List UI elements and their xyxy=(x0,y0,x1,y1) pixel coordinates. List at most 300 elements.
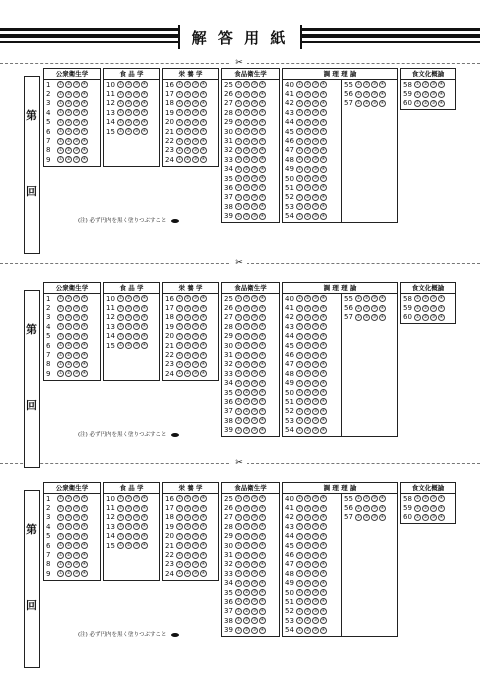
answer-bubble[interactable]: ① xyxy=(177,138,182,144)
answer-bubble[interactable]: ④ xyxy=(260,314,265,320)
answer-bubble[interactable]: ③ xyxy=(313,408,318,414)
answer-bubble[interactable]: ① xyxy=(297,552,302,558)
answer-bubble[interactable]: ① xyxy=(177,514,182,520)
answer-bubble[interactable]: ① xyxy=(236,194,241,200)
answer-bubble[interactable]: ③ xyxy=(313,296,318,302)
answer-bubble[interactable]: ③ xyxy=(313,505,318,511)
answer-bubble[interactable]: ④ xyxy=(82,305,87,311)
answer-bubble[interactable]: ③ xyxy=(431,496,436,502)
answer-bubble[interactable]: ④ xyxy=(380,100,385,106)
answer-bubble[interactable]: ② xyxy=(244,352,249,358)
answer-bubble[interactable]: ④ xyxy=(260,100,265,106)
answer-bubble[interactable]: ① xyxy=(236,204,241,210)
answer-bubble[interactable]: ③ xyxy=(313,185,318,191)
answer-bubble[interactable]: ① xyxy=(58,82,63,88)
answer-bubble[interactable]: ④ xyxy=(439,100,444,106)
answer-bubble[interactable]: ① xyxy=(236,185,241,191)
answer-bubble[interactable]: ② xyxy=(244,166,249,172)
answer-bubble[interactable]: ④ xyxy=(439,514,444,520)
answer-bubble[interactable]: ④ xyxy=(321,390,326,396)
answer-bubble[interactable]: ② xyxy=(66,561,71,567)
answer-bubble[interactable]: ④ xyxy=(321,194,326,200)
answer-bubble[interactable]: ④ xyxy=(260,110,265,116)
answer-bubble[interactable]: ③ xyxy=(193,82,198,88)
answer-bubble[interactable]: ② xyxy=(244,390,249,396)
answer-bubble[interactable]: ③ xyxy=(252,82,257,88)
answer-bubble[interactable]: ① xyxy=(177,82,182,88)
answer-bubble[interactable]: ④ xyxy=(82,514,87,520)
answer-bubble[interactable]: ① xyxy=(236,333,241,339)
answer-bubble[interactable]: ④ xyxy=(260,147,265,153)
answer-bubble[interactable]: ② xyxy=(305,314,310,320)
answer-bubble[interactable]: ④ xyxy=(142,333,147,339)
answer-bubble[interactable]: ② xyxy=(244,590,249,596)
answer-bubble[interactable]: ④ xyxy=(439,305,444,311)
answer-bubble[interactable]: ③ xyxy=(252,505,257,511)
answer-bubble[interactable]: ② xyxy=(305,590,310,596)
answer-bubble[interactable]: ④ xyxy=(321,82,326,88)
answer-bubble[interactable]: ② xyxy=(305,213,310,219)
answer-bubble[interactable]: ③ xyxy=(252,324,257,330)
answer-bubble[interactable]: ③ xyxy=(313,194,318,200)
answer-bubble[interactable]: ① xyxy=(415,314,420,320)
answer-bubble[interactable]: ② xyxy=(244,380,249,386)
answer-bubble[interactable]: ① xyxy=(58,514,63,520)
answer-bubble[interactable]: ① xyxy=(297,533,302,539)
answer-bubble[interactable]: ④ xyxy=(260,91,265,97)
answer-bubble[interactable]: ③ xyxy=(134,82,139,88)
answer-bubble[interactable]: ① xyxy=(236,590,241,596)
answer-bubble[interactable]: ④ xyxy=(260,305,265,311)
answer-bubble[interactable]: ② xyxy=(185,91,190,97)
answer-bubble[interactable]: ③ xyxy=(74,333,79,339)
answer-bubble[interactable]: ④ xyxy=(321,204,326,210)
answer-bubble[interactable]: ② xyxy=(244,408,249,414)
answer-bubble[interactable]: ④ xyxy=(201,496,206,502)
answer-bubble[interactable]: ④ xyxy=(201,514,206,520)
answer-bubble[interactable]: ② xyxy=(126,514,131,520)
answer-bubble[interactable]: ④ xyxy=(380,496,385,502)
answer-bubble[interactable]: ② xyxy=(185,496,190,502)
answer-bubble[interactable]: ② xyxy=(305,157,310,163)
answer-bubble[interactable]: ④ xyxy=(321,408,326,414)
answer-bubble[interactable]: ④ xyxy=(321,296,326,302)
answer-bubble[interactable]: ① xyxy=(177,324,182,330)
answer-bubble[interactable]: ② xyxy=(185,296,190,302)
answer-bubble[interactable]: ① xyxy=(297,194,302,200)
answer-bubble[interactable]: ③ xyxy=(74,324,79,330)
answer-bubble[interactable]: ③ xyxy=(193,571,198,577)
answer-bubble[interactable]: ② xyxy=(244,185,249,191)
answer-bubble[interactable]: ④ xyxy=(201,100,206,106)
answer-bubble[interactable]: ④ xyxy=(142,533,147,539)
answer-bubble[interactable]: ④ xyxy=(321,166,326,172)
answer-bubble[interactable]: ④ xyxy=(260,599,265,605)
answer-bubble[interactable]: ④ xyxy=(142,324,147,330)
answer-bubble[interactable]: ④ xyxy=(142,82,147,88)
answer-bubble[interactable]: ② xyxy=(364,314,369,320)
answer-bubble[interactable]: ④ xyxy=(321,305,326,311)
answer-bubble[interactable]: ④ xyxy=(82,533,87,539)
answer-bubble[interactable]: ③ xyxy=(313,590,318,596)
answer-bubble[interactable]: ③ xyxy=(74,361,79,367)
answer-bubble[interactable]: ③ xyxy=(313,147,318,153)
answer-bubble[interactable]: ③ xyxy=(372,496,377,502)
answer-bubble[interactable]: ④ xyxy=(82,343,87,349)
answer-bubble[interactable]: ① xyxy=(177,561,182,567)
answer-bubble[interactable]: ① xyxy=(236,408,241,414)
answer-bubble[interactable]: ④ xyxy=(260,514,265,520)
answer-bubble[interactable]: ② xyxy=(66,324,71,330)
answer-bubble[interactable]: ③ xyxy=(193,352,198,358)
answer-bubble[interactable]: ① xyxy=(58,314,63,320)
answer-bubble[interactable]: ② xyxy=(244,314,249,320)
answer-bubble[interactable]: ② xyxy=(126,524,131,530)
answer-bubble[interactable]: ③ xyxy=(313,371,318,377)
answer-bubble[interactable]: ① xyxy=(177,352,182,358)
answer-bubble[interactable]: ② xyxy=(185,343,190,349)
answer-bubble[interactable]: ① xyxy=(297,505,302,511)
answer-bubble[interactable]: ③ xyxy=(313,418,318,424)
answer-bubble[interactable]: ④ xyxy=(380,314,385,320)
answer-bubble[interactable]: ③ xyxy=(313,543,318,549)
answer-bubble[interactable]: ④ xyxy=(82,371,87,377)
answer-bubble[interactable]: ③ xyxy=(252,418,257,424)
answer-bubble[interactable]: ③ xyxy=(134,305,139,311)
answer-bubble[interactable]: ① xyxy=(236,496,241,502)
answer-bubble[interactable]: ③ xyxy=(372,100,377,106)
answer-bubble[interactable]: ③ xyxy=(193,496,198,502)
answer-bubble[interactable]: ① xyxy=(415,505,420,511)
answer-bubble[interactable]: ④ xyxy=(201,343,206,349)
answer-bubble[interactable]: ② xyxy=(305,505,310,511)
answer-bubble[interactable]: ② xyxy=(185,505,190,511)
answer-bubble[interactable]: ④ xyxy=(321,91,326,97)
answer-bubble[interactable]: ④ xyxy=(201,324,206,330)
answer-bubble[interactable]: ① xyxy=(177,147,182,153)
answer-bubble[interactable]: ① xyxy=(118,496,123,502)
answer-bubble[interactable]: ② xyxy=(423,305,428,311)
answer-bubble[interactable]: ① xyxy=(297,147,302,153)
answer-bubble[interactable]: ① xyxy=(58,147,63,153)
answer-bubble[interactable]: ① xyxy=(58,571,63,577)
answer-bubble[interactable]: ③ xyxy=(74,110,79,116)
answer-bubble[interactable]: ② xyxy=(244,305,249,311)
answer-bubble[interactable]: ② xyxy=(66,571,71,577)
answer-bubble[interactable]: ③ xyxy=(193,514,198,520)
answer-bubble[interactable]: ④ xyxy=(321,580,326,586)
answer-bubble[interactable]: ② xyxy=(126,110,131,116)
answer-bubble[interactable]: ② xyxy=(244,496,249,502)
answer-bubble[interactable]: ① xyxy=(177,343,182,349)
answer-bubble[interactable]: ③ xyxy=(313,138,318,144)
answer-bubble[interactable]: ② xyxy=(185,571,190,577)
answer-bubble[interactable]: ① xyxy=(236,399,241,405)
answer-bubble[interactable]: ① xyxy=(297,176,302,182)
answer-bubble[interactable]: ④ xyxy=(321,418,326,424)
answer-bubble[interactable]: ② xyxy=(305,361,310,367)
answer-bubble[interactable]: ② xyxy=(305,352,310,358)
answer-bubble[interactable]: ② xyxy=(305,333,310,339)
answer-bubble[interactable]: ④ xyxy=(260,427,265,433)
answer-bubble[interactable]: ④ xyxy=(142,110,147,116)
answer-bubble[interactable]: ④ xyxy=(201,533,206,539)
answer-bubble[interactable]: ③ xyxy=(252,399,257,405)
answer-bubble[interactable]: ② xyxy=(364,82,369,88)
answer-bubble[interactable]: ③ xyxy=(193,561,198,567)
answer-bubble[interactable]: ② xyxy=(185,82,190,88)
answer-bubble[interactable]: ④ xyxy=(321,352,326,358)
answer-bubble[interactable]: ③ xyxy=(74,100,79,106)
answer-bubble[interactable]: ② xyxy=(305,408,310,414)
answer-bubble[interactable]: ② xyxy=(305,110,310,116)
answer-bubble[interactable]: ③ xyxy=(431,82,436,88)
answer-bubble[interactable]: ① xyxy=(58,296,63,302)
answer-bubble[interactable]: ② xyxy=(305,390,310,396)
answer-bubble[interactable]: ① xyxy=(118,524,123,530)
answer-bubble[interactable]: ③ xyxy=(431,91,436,97)
answer-bubble[interactable]: ③ xyxy=(313,390,318,396)
answer-bubble[interactable]: ③ xyxy=(252,343,257,349)
answer-bubble[interactable]: ② xyxy=(126,314,131,320)
answer-bubble[interactable]: ③ xyxy=(252,618,257,624)
answer-bubble[interactable]: ③ xyxy=(74,371,79,377)
answer-bubble[interactable]: ③ xyxy=(313,343,318,349)
answer-bubble[interactable]: ② xyxy=(244,147,249,153)
answer-bubble[interactable]: ③ xyxy=(252,408,257,414)
answer-bubble[interactable]: ④ xyxy=(142,524,147,530)
answer-bubble[interactable]: ① xyxy=(236,213,241,219)
answer-bubble[interactable]: ② xyxy=(244,343,249,349)
answer-bubble[interactable]: ① xyxy=(297,496,302,502)
answer-bubble[interactable]: ① xyxy=(177,110,182,116)
answer-bubble[interactable]: ① xyxy=(177,305,182,311)
answer-bubble[interactable]: ③ xyxy=(193,361,198,367)
answer-bubble[interactable]: ② xyxy=(66,371,71,377)
answer-bubble[interactable]: ③ xyxy=(252,580,257,586)
answer-bubble[interactable]: ④ xyxy=(260,390,265,396)
answer-bubble[interactable]: ① xyxy=(177,496,182,502)
answer-bubble[interactable]: ① xyxy=(58,333,63,339)
answer-bubble[interactable]: ④ xyxy=(82,333,87,339)
answer-bubble[interactable]: ① xyxy=(58,371,63,377)
answer-bubble[interactable]: ② xyxy=(305,138,310,144)
answer-bubble[interactable]: ② xyxy=(126,543,131,549)
answer-bubble[interactable]: ① xyxy=(297,91,302,97)
answer-bubble[interactable]: ③ xyxy=(252,176,257,182)
answer-bubble[interactable]: ① xyxy=(236,157,241,163)
answer-bubble[interactable]: ③ xyxy=(372,514,377,520)
answer-bubble[interactable]: ③ xyxy=(193,343,198,349)
answer-bubble[interactable]: ② xyxy=(126,100,131,106)
answer-bubble[interactable]: ④ xyxy=(321,552,326,558)
answer-bubble[interactable]: ① xyxy=(177,533,182,539)
answer-bubble[interactable]: ④ xyxy=(260,418,265,424)
answer-bubble[interactable]: ④ xyxy=(142,119,147,125)
answer-bubble[interactable]: ③ xyxy=(252,352,257,358)
answer-bubble[interactable]: ① xyxy=(297,418,302,424)
answer-bubble[interactable]: ④ xyxy=(260,194,265,200)
answer-bubble[interactable]: ② xyxy=(364,91,369,97)
answer-bubble[interactable]: ① xyxy=(58,119,63,125)
answer-bubble[interactable]: ② xyxy=(305,533,310,539)
answer-bubble[interactable]: ③ xyxy=(134,91,139,97)
answer-bubble[interactable]: ① xyxy=(177,100,182,106)
answer-bubble[interactable]: ② xyxy=(244,176,249,182)
answer-bubble[interactable]: ④ xyxy=(260,166,265,172)
answer-bubble[interactable]: ④ xyxy=(260,352,265,358)
answer-bubble[interactable]: ② xyxy=(244,82,249,88)
answer-bubble[interactable]: ③ xyxy=(372,82,377,88)
answer-bubble[interactable]: ③ xyxy=(313,552,318,558)
answer-bubble[interactable]: ③ xyxy=(252,627,257,633)
answer-bubble[interactable]: ② xyxy=(185,138,190,144)
answer-bubble[interactable]: ④ xyxy=(201,552,206,558)
answer-bubble[interactable]: ③ xyxy=(372,314,377,320)
answer-bubble[interactable]: ④ xyxy=(321,533,326,539)
answer-bubble[interactable]: ③ xyxy=(313,129,318,135)
answer-bubble[interactable]: ③ xyxy=(252,599,257,605)
answer-bubble[interactable]: ③ xyxy=(134,505,139,511)
answer-bubble[interactable]: ③ xyxy=(252,333,257,339)
answer-bubble[interactable]: ④ xyxy=(260,371,265,377)
answer-bubble[interactable]: ③ xyxy=(252,147,257,153)
answer-bubble[interactable]: ② xyxy=(185,371,190,377)
answer-bubble[interactable]: ① xyxy=(58,343,63,349)
answer-bubble[interactable]: ④ xyxy=(380,82,385,88)
answer-bubble[interactable]: ④ xyxy=(439,505,444,511)
answer-bubble[interactable]: ④ xyxy=(260,561,265,567)
answer-bubble[interactable]: ① xyxy=(177,91,182,97)
answer-bubble[interactable]: ④ xyxy=(321,590,326,596)
answer-bubble[interactable]: ③ xyxy=(193,138,198,144)
answer-bubble[interactable]: ④ xyxy=(201,147,206,153)
answer-bubble[interactable]: ② xyxy=(244,213,249,219)
answer-bubble[interactable]: ④ xyxy=(142,91,147,97)
answer-bubble[interactable]: ② xyxy=(423,314,428,320)
answer-bubble[interactable]: ① xyxy=(356,314,361,320)
answer-bubble[interactable]: ① xyxy=(177,371,182,377)
answer-bubble[interactable]: ② xyxy=(423,100,428,106)
answer-bubble[interactable]: ② xyxy=(66,129,71,135)
answer-bubble[interactable]: ③ xyxy=(193,129,198,135)
answer-bubble[interactable]: ④ xyxy=(260,524,265,530)
answer-bubble[interactable]: ④ xyxy=(260,580,265,586)
answer-bubble[interactable]: ② xyxy=(66,505,71,511)
answer-bubble[interactable]: ④ xyxy=(321,185,326,191)
answer-bubble[interactable]: ③ xyxy=(252,119,257,125)
answer-bubble[interactable]: ④ xyxy=(201,296,206,302)
answer-bubble[interactable]: ① xyxy=(236,91,241,97)
answer-bubble[interactable]: ② xyxy=(305,580,310,586)
answer-bubble[interactable]: ① xyxy=(236,543,241,549)
answer-bubble[interactable]: ③ xyxy=(134,514,139,520)
answer-bubble[interactable]: ③ xyxy=(74,343,79,349)
answer-bubble[interactable]: ③ xyxy=(313,204,318,210)
answer-bubble[interactable]: ② xyxy=(305,82,310,88)
answer-bubble[interactable]: ④ xyxy=(321,129,326,135)
answer-bubble[interactable]: ② xyxy=(66,91,71,97)
answer-bubble[interactable]: ① xyxy=(118,82,123,88)
answer-bubble[interactable]: ① xyxy=(177,129,182,135)
answer-bubble[interactable]: ② xyxy=(364,505,369,511)
answer-bubble[interactable]: ④ xyxy=(82,524,87,530)
answer-bubble[interactable]: ② xyxy=(66,552,71,558)
answer-bubble[interactable]: ① xyxy=(297,380,302,386)
answer-bubble[interactable]: ④ xyxy=(260,380,265,386)
answer-bubble[interactable]: ② xyxy=(364,496,369,502)
answer-bubble[interactable]: ③ xyxy=(431,505,436,511)
answer-bubble[interactable]: ② xyxy=(185,324,190,330)
answer-bubble[interactable]: ② xyxy=(66,333,71,339)
answer-bubble[interactable]: ④ xyxy=(82,352,87,358)
answer-bubble[interactable]: ① xyxy=(356,505,361,511)
answer-bubble[interactable]: ③ xyxy=(252,213,257,219)
answer-bubble[interactable]: ① xyxy=(297,608,302,614)
answer-bubble[interactable]: ② xyxy=(244,100,249,106)
answer-bubble[interactable]: ② xyxy=(244,119,249,125)
answer-bubble[interactable]: ④ xyxy=(260,129,265,135)
answer-bubble[interactable]: ② xyxy=(244,524,249,530)
answer-bubble[interactable]: ① xyxy=(297,427,302,433)
answer-bubble[interactable]: ① xyxy=(236,627,241,633)
answer-bubble[interactable]: ② xyxy=(305,185,310,191)
answer-bubble[interactable]: ② xyxy=(305,343,310,349)
answer-bubble[interactable]: ④ xyxy=(82,119,87,125)
answer-bubble[interactable]: ③ xyxy=(313,110,318,116)
answer-bubble[interactable]: ② xyxy=(244,561,249,567)
answer-bubble[interactable]: ① xyxy=(118,100,123,106)
answer-bubble[interactable]: ① xyxy=(177,505,182,511)
answer-bubble[interactable]: ① xyxy=(236,138,241,144)
answer-bubble[interactable]: ③ xyxy=(74,524,79,530)
answer-bubble[interactable]: ② xyxy=(423,296,428,302)
answer-bubble[interactable]: ① xyxy=(356,100,361,106)
answer-bubble[interactable]: ③ xyxy=(252,110,257,116)
answer-bubble[interactable]: ② xyxy=(305,371,310,377)
answer-bubble[interactable]: ① xyxy=(58,533,63,539)
answer-bubble[interactable]: ③ xyxy=(313,166,318,172)
answer-bubble[interactable]: ① xyxy=(297,333,302,339)
answer-bubble[interactable]: ③ xyxy=(431,305,436,311)
answer-bubble[interactable]: ① xyxy=(58,552,63,558)
answer-bubble[interactable]: ④ xyxy=(142,514,147,520)
answer-bubble[interactable]: ③ xyxy=(74,296,79,302)
answer-bubble[interactable]: ② xyxy=(244,427,249,433)
answer-bubble[interactable]: ④ xyxy=(321,496,326,502)
answer-bubble[interactable]: ③ xyxy=(193,296,198,302)
answer-bubble[interactable]: ② xyxy=(185,352,190,358)
answer-bubble[interactable]: ③ xyxy=(313,100,318,106)
answer-bubble[interactable]: ① xyxy=(297,343,302,349)
answer-bubble[interactable]: ① xyxy=(297,352,302,358)
answer-bubble[interactable]: ④ xyxy=(260,324,265,330)
answer-bubble[interactable]: ① xyxy=(58,100,63,106)
answer-bubble[interactable]: ④ xyxy=(321,608,326,614)
answer-bubble[interactable]: ② xyxy=(244,608,249,614)
answer-bubble[interactable]: ② xyxy=(305,296,310,302)
answer-bubble[interactable]: ① xyxy=(415,496,420,502)
answer-bubble[interactable]: ① xyxy=(297,204,302,210)
answer-bubble[interactable]: ① xyxy=(118,119,123,125)
answer-bubble[interactable]: ① xyxy=(118,505,123,511)
answer-bubble[interactable]: ② xyxy=(244,543,249,549)
answer-bubble[interactable]: ② xyxy=(185,561,190,567)
answer-bubble[interactable]: ③ xyxy=(74,514,79,520)
answer-bubble[interactable]: ② xyxy=(305,427,310,433)
answer-bubble[interactable]: ② xyxy=(305,194,310,200)
answer-bubble[interactable]: ② xyxy=(305,599,310,605)
